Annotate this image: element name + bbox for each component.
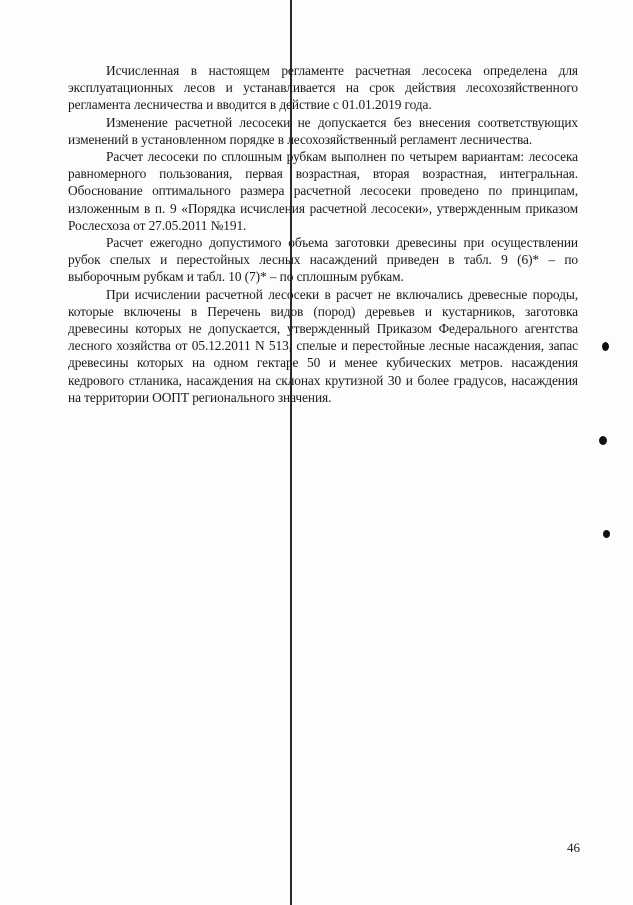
punch-hole-mark [603,530,610,538]
punch-hole-mark [602,342,609,351]
punch-hole-mark [599,436,607,445]
paragraph-1: Исчисленная в настоящем регламенте расчетная лесосека определена для эксплуатационных лесов и устанавливается на срок действия лесохозяйственного регламента лесничества и вводится в действие с 01.01.2019 года. [68,63,578,113]
paragraph-2: Изменение расчетной лесосеки не допускается без внесения соответствующих изменений в установленном порядке в лесохозяйственный регламент лесничества. [68,114,578,147]
paragraph-5: При исчислении расчетной лесосеки в расчет не включались древесные породы, которые включены в Перечень видов (пород) деревьев и кустарников, заготовка древесины которых не допускается, утвержденный Приказом Федерального агентства лесного хозяйства от 05.12.2011 N 513, спелые и перестойные лесные насаждения, запас древесины которых на одном гектаре 50 и менее кубических метров. насаждения кедрового стланика, насаждения на склонах крутизной 30 и более градусов, насаждения на территории ООПТ регионального значения. [68,286,578,405]
page-number: 46 [567,840,580,855]
body-text [68,62,578,406]
paragraph-4: Расчет ежегодно допустимого объема заготовки древесины при осуществлении рубок спелых и перестойных лесных насаждений приведен в табл. 9 (6)* – по выборочным рубкам и табл. 10 (7)* – по сплошным рубкам. [68,235,578,285]
paragraph-3: Расчет лесосеки по сплошным рубкам выполнен по четырем вариантам: лесосека равномерного пользования, первая возрастная, вторая возрастная, интегральная. Обоснование оптимального размера расчетной лесосеки проведено по принципам, изложенным в п. 9 «Порядка исчисления расчетной лесосеки», утвержденным приказом Рослесхоза от 27.05.2011 №191. [68,149,578,233]
